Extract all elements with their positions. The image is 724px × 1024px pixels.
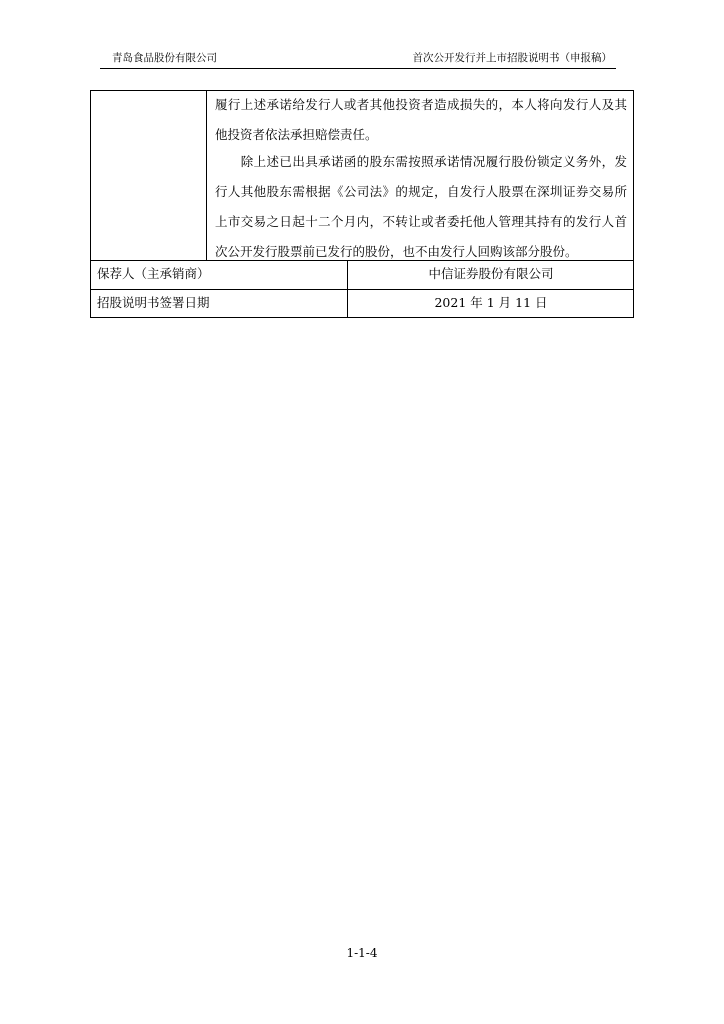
sponsor-value: 中信证券股份有限公司	[428, 266, 554, 281]
sponsor-label: 保荐人（主承销商）	[97, 266, 210, 281]
page-number: 1-1-4	[346, 946, 378, 960]
commitment-paragraph-2: 除上述已出具承诺函的股东需按照承诺情况履行股份锁定义务外，发行人其他股东需根据《公司法》的规定，自发行人股票在深圳证券交易所上市交易之日起十二个月内，不转让或者委托他人管理其持有的发行人首次公开发行股票前已发行的股份，也不由发行人回购该部分股份。	[215, 154, 627, 259]
page-header	[100, 50, 616, 67]
table-divider-top	[206, 90, 207, 260]
document-title: 首次公开发行并上市招股说明书（申报稿）	[412, 52, 612, 64]
commitment-paragraph-1: 履行上述承诺给发行人或者其他投资者造成损失的，本人将向发行人及其他投资者依法承担赔偿责任。	[215, 97, 627, 142]
signing-date-value: 2021 年 1 月 11 日	[434, 295, 548, 310]
signing-date-label: 招股说明书签署日期	[97, 295, 210, 310]
header-rule	[100, 68, 616, 69]
company-name: 青岛食品股份有限公司	[112, 52, 217, 64]
